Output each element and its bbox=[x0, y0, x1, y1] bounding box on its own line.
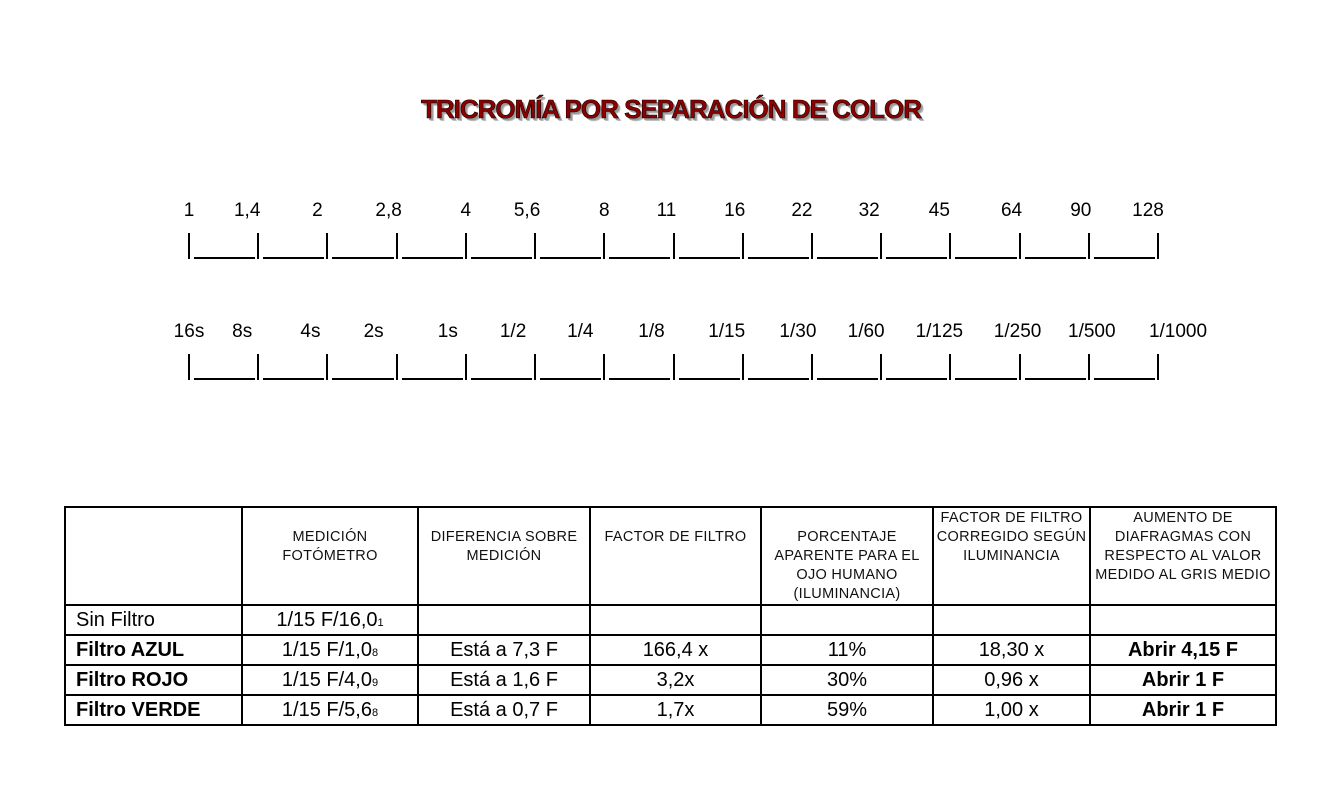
speed-segment bbox=[194, 378, 255, 380]
speed-label: 1/60 bbox=[847, 321, 885, 342]
aperture-segment bbox=[263, 257, 324, 259]
aumento-cell: Abrir 1 F bbox=[1090, 695, 1276, 725]
header-row bbox=[65, 507, 1276, 605]
aperture-tick bbox=[742, 233, 744, 259]
filter-table bbox=[64, 506, 1277, 726]
row-label: Sin Filtro bbox=[65, 605, 242, 635]
speed-label: 1/8 bbox=[638, 321, 665, 342]
factor-cell bbox=[590, 605, 761, 635]
aperture-segment bbox=[540, 257, 601, 259]
speed-label: 1/15 bbox=[708, 321, 746, 342]
aperture-tick bbox=[257, 233, 259, 259]
table-row bbox=[65, 635, 1276, 665]
speed-tick bbox=[1019, 354, 1021, 380]
aperture-label: 128 bbox=[1132, 200, 1164, 221]
diferencia-cell: Está a 0,7 F bbox=[418, 695, 590, 725]
speed-label: 4s bbox=[300, 321, 321, 342]
page-title: TRICROMÍA POR SEPARACIÓN DE COLOR bbox=[420, 94, 921, 124]
header-corregido: FACTOR DE FILTRO CORREGIDO SEGÚN ILUMINANCIA bbox=[933, 507, 1090, 605]
speed-label: 1/1000 bbox=[1148, 321, 1208, 342]
speed-segment bbox=[817, 378, 878, 380]
diferencia-cell: Está a 1,6 F bbox=[418, 665, 590, 695]
header-diferencia: DIFERENCIA SOBRE MEDICIÓN bbox=[418, 507, 590, 605]
row-label: Filtro ROJO bbox=[65, 665, 242, 695]
speed-tick bbox=[1157, 354, 1159, 380]
aumento-cell: Abrir 1 F bbox=[1090, 665, 1276, 695]
aperture-tick bbox=[1157, 233, 1159, 259]
aperture-label: 11 bbox=[656, 200, 677, 221]
speed-segment bbox=[1025, 378, 1086, 380]
aperture-tick bbox=[326, 233, 328, 259]
aperture-label: 2,8 bbox=[375, 200, 402, 221]
speed-tick bbox=[326, 354, 328, 380]
aperture-segment bbox=[886, 257, 947, 259]
aperture-label: 1,4 bbox=[233, 200, 261, 221]
aperture-label: 90 bbox=[1070, 200, 1092, 221]
aperture-tick bbox=[603, 233, 605, 259]
aumento-cell: Abrir 4,15 F bbox=[1090, 635, 1276, 665]
medicion-cell: 1/15 F/16,01 bbox=[242, 605, 418, 635]
diferencia-cell: Está a 7,3 F bbox=[418, 635, 590, 665]
speed-segment bbox=[471, 378, 532, 380]
speed-label: 1/250 bbox=[993, 321, 1042, 342]
aperture-tick bbox=[673, 233, 675, 259]
speed-label: 8s bbox=[232, 321, 253, 342]
aperture-segment bbox=[1025, 257, 1086, 259]
aperture-segment bbox=[817, 257, 878, 259]
aperture-label: 2 bbox=[312, 200, 323, 221]
speed-segment bbox=[1094, 378, 1155, 380]
aperture-tick bbox=[1088, 233, 1090, 259]
speed-tick bbox=[1088, 354, 1090, 380]
aperture-segment bbox=[748, 257, 809, 259]
porcentaje-cell: 11% bbox=[761, 635, 933, 665]
factor-cell: 1,7x bbox=[590, 695, 761, 725]
row-label: Filtro VERDE bbox=[65, 695, 242, 725]
aperture-tick bbox=[1019, 233, 1021, 259]
speed-tick bbox=[257, 354, 259, 380]
speed-segment bbox=[609, 378, 670, 380]
aperture-segment bbox=[609, 257, 670, 259]
speed-tick bbox=[811, 354, 813, 380]
speed-label: 16s bbox=[173, 321, 205, 342]
aperture-label: 1 bbox=[183, 200, 195, 221]
header-empty bbox=[65, 507, 242, 605]
aperture-label: 16 bbox=[724, 200, 746, 221]
aperture-segment bbox=[332, 257, 393, 259]
aperture-tick bbox=[811, 233, 813, 259]
aperture-segment bbox=[1094, 257, 1155, 259]
speed-tick bbox=[465, 354, 467, 380]
header-medicion: MEDICIÓN FOTÓMETRO bbox=[242, 507, 418, 605]
corregido-cell bbox=[933, 605, 1090, 635]
speed-segment bbox=[540, 378, 601, 380]
speed-tick bbox=[534, 354, 536, 380]
header-factor: FACTOR DE FILTRO bbox=[590, 507, 761, 605]
aperture-segment bbox=[955, 257, 1016, 259]
porcentaje-cell: 59% bbox=[761, 695, 933, 725]
aperture-tick bbox=[949, 233, 951, 259]
table-row bbox=[65, 605, 1276, 635]
speed-tick bbox=[188, 354, 190, 380]
aperture-tick bbox=[188, 233, 190, 259]
aperture-segment bbox=[679, 257, 740, 259]
medicion-cell: 1/15 F/5,68 bbox=[242, 695, 418, 725]
speed-segment bbox=[679, 378, 740, 380]
speed-tick bbox=[880, 354, 882, 380]
aperture-label: 5,6 bbox=[513, 200, 541, 221]
medicion-cell: 1/15 F/1,08 bbox=[242, 635, 418, 665]
aperture-tick bbox=[534, 233, 536, 259]
row-label: Filtro AZUL bbox=[65, 635, 242, 665]
aperture-tick bbox=[396, 233, 398, 259]
speed-segment bbox=[402, 378, 463, 380]
aperture-label: 64 bbox=[1000, 200, 1023, 221]
aperture-label: 8 bbox=[598, 200, 610, 221]
speed-label: 2s bbox=[363, 321, 384, 342]
aperture-label: 32 bbox=[858, 200, 880, 221]
speed-tick bbox=[673, 354, 675, 380]
speed-label: 1/4 bbox=[567, 321, 594, 342]
aperture-label: 22 bbox=[791, 200, 813, 221]
speed-segment bbox=[332, 378, 393, 380]
speed-label: 1s bbox=[437, 321, 458, 342]
corregido-cell: 1,00 x bbox=[933, 695, 1090, 725]
speed-segment bbox=[955, 378, 1016, 380]
aumento-cell bbox=[1090, 605, 1276, 635]
aperture-segment bbox=[402, 257, 463, 259]
aperture-segment bbox=[471, 257, 532, 259]
aperture-label: 45 bbox=[928, 200, 950, 221]
speed-segment bbox=[886, 378, 947, 380]
diferencia-cell bbox=[418, 605, 590, 635]
speed-tick bbox=[742, 354, 744, 380]
factor-cell: 166,4 x bbox=[590, 635, 761, 665]
speed-segment bbox=[748, 378, 809, 380]
porcentaje-cell: 30% bbox=[761, 665, 933, 695]
aperture-label: 4 bbox=[460, 200, 472, 221]
corregido-cell: 0,96 x bbox=[933, 665, 1090, 695]
speed-label: 1/2 bbox=[499, 321, 527, 342]
speed-segment bbox=[263, 378, 324, 380]
header-porcentaje: PORCENTAJE APARENTE PARA EL OJO HUMANO (ILUMINANCIA) bbox=[761, 507, 933, 605]
speed-label: 1/30 bbox=[779, 321, 817, 342]
factor-cell: 3,2x bbox=[590, 665, 761, 695]
corregido-cell: 18,30 x bbox=[933, 635, 1090, 665]
header-aumento: AUMENTO DE DIAFRAGMAS CON RESPECTO AL VALOR MEDIDO AL GRIS MEDIO bbox=[1090, 507, 1276, 605]
speed-tick bbox=[603, 354, 605, 380]
table-row bbox=[65, 665, 1276, 695]
aperture-segment bbox=[194, 257, 255, 259]
speed-label: 1/125 bbox=[915, 321, 964, 342]
speed-tick bbox=[396, 354, 398, 380]
medicion-cell: 1/15 F/4,09 bbox=[242, 665, 418, 695]
table-row bbox=[65, 695, 1276, 725]
aperture-tick bbox=[465, 233, 467, 259]
speed-label: 1/500 bbox=[1068, 321, 1116, 342]
speed-tick bbox=[949, 354, 951, 380]
porcentaje-cell bbox=[761, 605, 933, 635]
aperture-tick bbox=[880, 233, 882, 259]
